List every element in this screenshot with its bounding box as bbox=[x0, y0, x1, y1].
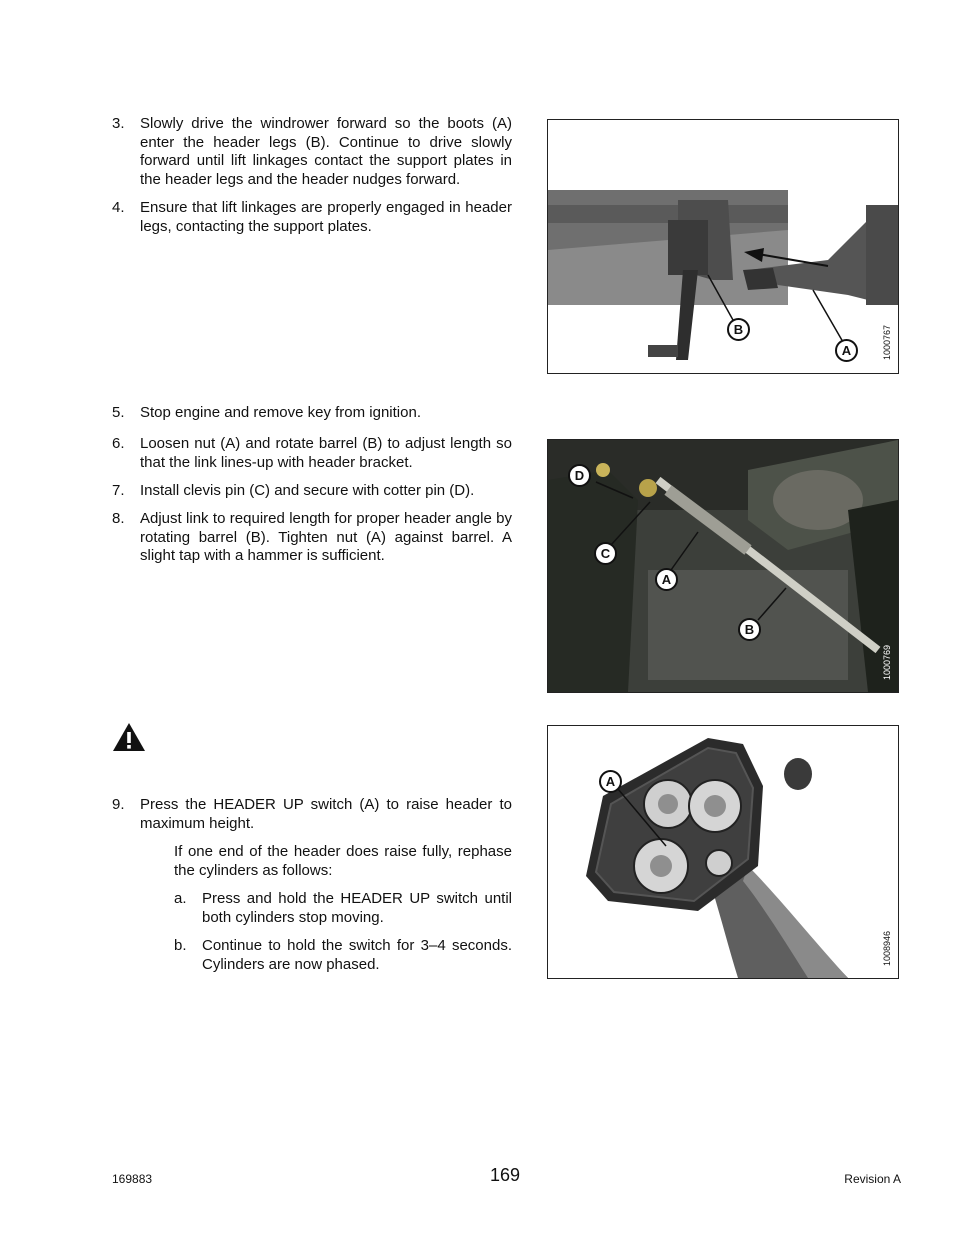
callout-b: B bbox=[727, 318, 750, 341]
step-text: Slowly drive the windrower forward so the boots (A) enter the header legs (B). Continue to drive slowly forward until lift linkages contact the support plates in the header legs and the header nudges forward. bbox=[140, 115, 512, 188]
callout-c: C bbox=[594, 542, 617, 565]
step-4 bbox=[112, 199, 512, 236]
substep-letter: b. bbox=[174, 937, 187, 954]
warning-triangle-icon bbox=[112, 722, 146, 752]
step-9 bbox=[112, 796, 512, 833]
step-3 bbox=[112, 115, 512, 189]
step-text: Install clevis pin (C) and secure with cotter pin (D). bbox=[140, 482, 475, 499]
figure-id: 1000767 bbox=[882, 325, 892, 361]
step-8 bbox=[112, 510, 512, 566]
figure-id: 1000769 bbox=[882, 645, 892, 681]
step-number: 5. bbox=[112, 404, 125, 421]
figure-link-adjustment bbox=[547, 439, 899, 693]
step-number: 8. bbox=[112, 510, 125, 527]
substep-a bbox=[174, 890, 512, 927]
figure-boots-header-legs bbox=[547, 119, 899, 374]
step-text: Loosen nut (A) and rotate barrel (B) to adjust length so that the link lines-up with header bracket. bbox=[140, 435, 512, 471]
footer-doc-number: 169883 bbox=[112, 1172, 153, 1186]
substep-text: Press and hold the HEADER UP switch until both cylinders stop moving. bbox=[202, 890, 512, 926]
substep-text: Continue to hold the switch for 3–4 seconds. Cylinders are now phased. bbox=[202, 937, 512, 973]
step-number: 6. bbox=[112, 435, 125, 452]
step-text: Press the HEADER UP switch (A) to raise header to maximum height. bbox=[140, 796, 512, 832]
footer-revision: Revision A bbox=[844, 1172, 901, 1186]
figure-illustration bbox=[548, 440, 898, 692]
substep-letter: a. bbox=[174, 890, 187, 907]
callout-a: A bbox=[655, 568, 678, 591]
step-6 bbox=[112, 435, 512, 472]
callout-d: D bbox=[568, 464, 591, 487]
callout-b: B bbox=[738, 618, 761, 641]
step-number: 9. bbox=[112, 796, 125, 813]
figure-header-up-switch bbox=[547, 725, 899, 979]
step-number: 4. bbox=[112, 199, 125, 216]
figure-id: 1008946 bbox=[882, 931, 892, 967]
step-7 bbox=[112, 482, 512, 501]
step-text: Adjust link to required length for proper header angle by rotating barrel (B). Tighten nut (A) against barrel. A slight tap with a hammer is sufficient. bbox=[140, 510, 512, 564]
figure-illustration bbox=[548, 726, 898, 978]
substep-b bbox=[174, 937, 512, 974]
step-text: Ensure that lift linkages are properly engaged in header legs, contacting the support plates. bbox=[140, 199, 512, 235]
step-number: 3. bbox=[112, 115, 125, 132]
figure-illustration bbox=[548, 120, 898, 373]
callout-a: A bbox=[835, 339, 858, 362]
callout-a: A bbox=[599, 770, 622, 793]
step-text: Stop engine and remove key from ignition. bbox=[140, 404, 421, 421]
step-number: 7. bbox=[112, 482, 125, 499]
footer-page-number: 169 bbox=[490, 1165, 521, 1185]
step-5 bbox=[112, 404, 512, 423]
rephase-note: If one end of the header does raise fully, rephase the cylinders as follows: bbox=[174, 843, 512, 879]
